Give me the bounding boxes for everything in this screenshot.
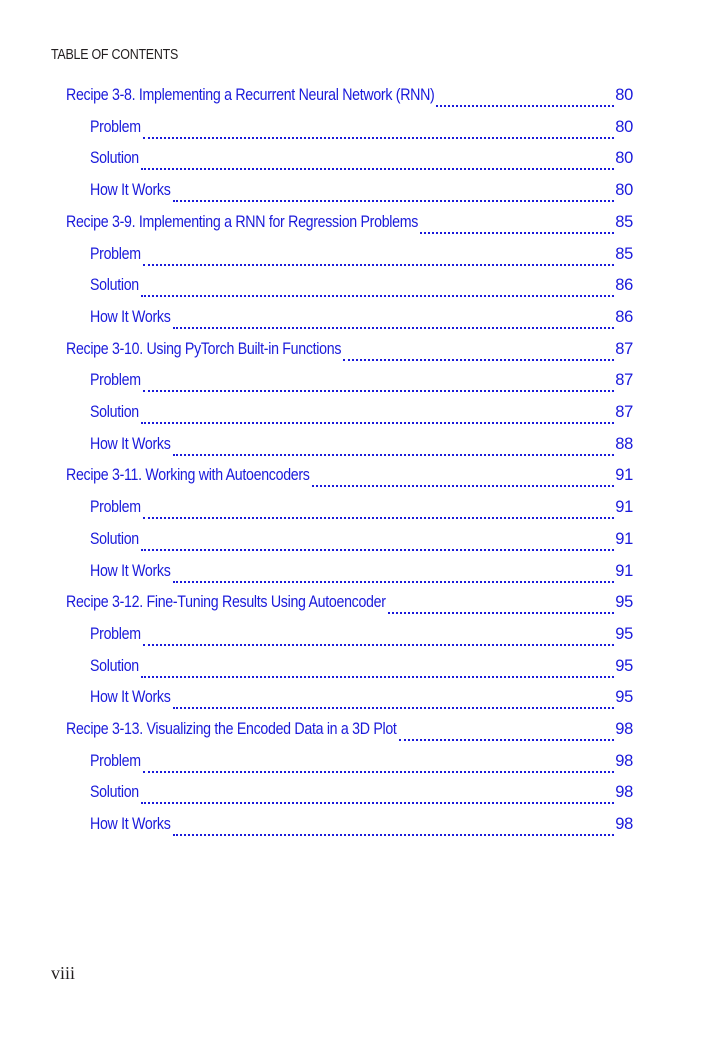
toc-entry-page-number: 95	[615, 593, 633, 612]
toc-entry-page-number: 86	[615, 276, 633, 295]
toc-entry-title: Problem	[90, 751, 141, 770]
toc-recipe-link[interactable]	[66, 86, 633, 108]
toc-subsection-link[interactable]	[90, 752, 633, 774]
toc-entry-title: How It Works	[90, 434, 171, 453]
dot-leader	[143, 757, 614, 773]
toc-subsection-link[interactable]	[90, 562, 633, 584]
toc-subsection-link[interactable]	[90, 245, 633, 267]
toc-entry-title: Recipe 3-12. Fine-Tuning Results Using Autoencoder	[66, 593, 386, 612]
toc-entry-title: Recipe 3-8. Implementing a Recurrent Neural Network (RNN)	[66, 86, 435, 104]
toc-entry-title: How It Works	[90, 561, 171, 580]
toc-entry-title: Problem	[90, 117, 141, 136]
dot-leader	[141, 281, 614, 297]
toc-entry-title: Problem	[90, 624, 141, 643]
dot-leader	[173, 440, 615, 456]
toc-subsection-link[interactable]	[90, 371, 633, 393]
toc-subsection-link[interactable]	[90, 118, 633, 140]
toc-subsection-link[interactable]	[90, 498, 633, 520]
dot-leader	[141, 788, 614, 804]
toc-entry-page-number: 95	[615, 688, 633, 707]
toc-entry-page-number: 95	[615, 656, 633, 675]
toc-entry-page-number: 98	[615, 783, 633, 802]
toc-entry-page-number: 91	[615, 561, 633, 580]
toc-subsection-link[interactable]	[90, 783, 633, 805]
toc-subsection-link[interactable]	[90, 403, 633, 425]
toc-entry-page-number: 88	[615, 434, 633, 453]
toc-entry-page-number: 85	[615, 244, 633, 263]
dot-leader	[143, 250, 614, 266]
toc-recipe-link[interactable]	[66, 340, 633, 362]
dot-leader	[388, 598, 615, 614]
dot-leader	[399, 725, 615, 741]
toc-entry-page-number: 91	[615, 529, 633, 548]
toc-recipe-link[interactable]	[66, 720, 633, 742]
toc-entry-title: Solution	[90, 529, 139, 548]
toc-subsection-link[interactable]	[90, 657, 633, 679]
dot-leader	[343, 345, 614, 361]
toc-entry-page-number: 98	[615, 720, 633, 738]
dot-leader	[312, 471, 615, 487]
dot-leader	[436, 91, 614, 107]
toc-entry-page-number: 80	[615, 117, 633, 136]
toc-subsection-link[interactable]	[90, 276, 633, 298]
toc-entry-page-number: 98	[615, 751, 633, 770]
dot-leader	[141, 662, 614, 678]
toc-subsection-link[interactable]	[90, 625, 633, 647]
dot-leader	[173, 693, 615, 709]
dot-leader	[141, 408, 614, 424]
dot-leader	[143, 123, 614, 139]
dot-leader	[141, 154, 614, 170]
toc-entry-page-number: 98	[615, 815, 633, 834]
toc-entry-page-number: 80	[615, 181, 633, 200]
dot-leader	[143, 376, 614, 392]
toc-recipe-link[interactable]	[66, 593, 633, 615]
toc-subsection-link[interactable]	[90, 530, 633, 552]
toc-entry-page-number: 80	[615, 149, 633, 168]
toc-entry-title: Recipe 3-9. Implementing a RNN for Regression Problems	[66, 212, 419, 231]
toc-entry-title: Problem	[90, 371, 141, 390]
toc-subsection-link[interactable]	[90, 435, 633, 457]
toc-entry-page-number: 85	[615, 212, 633, 231]
toc-entry-title: Solution	[90, 276, 139, 295]
toc-entry-page-number: 86	[615, 307, 633, 326]
toc-subsection-link[interactable]	[90, 181, 633, 203]
toc-entry-title: How It Works	[90, 688, 171, 707]
dot-leader	[420, 218, 614, 234]
dot-leader	[173, 567, 615, 583]
toc-entry-title: Recipe 3-11. Working with Autoencoders	[66, 466, 310, 485]
toc-entry-title: How It Works	[90, 181, 171, 200]
toc-entry-title: Recipe 3-10. Using PyTorch Built-in Functions	[66, 339, 342, 358]
toc-entry-title: Solution	[90, 149, 139, 168]
toc-recipe-link[interactable]	[66, 466, 633, 488]
toc-subsection-link[interactable]	[90, 815, 633, 837]
toc-entry-title: Problem	[90, 498, 141, 517]
dot-leader	[143, 503, 614, 519]
toc-entry-page-number: 91	[615, 466, 633, 485]
toc-entry-page-number: 87	[615, 339, 633, 358]
toc-subsection-link[interactable]	[90, 149, 633, 171]
toc-entry-title: How It Works	[90, 307, 171, 326]
toc-entry-title: Solution	[90, 783, 139, 802]
dot-leader	[141, 535, 614, 551]
dot-leader	[173, 186, 615, 202]
toc-entry-title: Problem	[90, 244, 141, 263]
running-head: TABLE OF CONTENTS	[51, 47, 179, 63]
toc-entry-page-number: 87	[615, 371, 633, 390]
toc-subsection-link[interactable]	[90, 308, 633, 330]
toc-entry-title: Solution	[90, 656, 139, 675]
toc-subsection-link[interactable]	[90, 688, 633, 710]
toc-entry-title: Recipe 3-13. Visualizing the Encoded Data in a 3D Plot	[66, 720, 397, 738]
dot-leader	[173, 820, 615, 836]
toc-entry-title: Solution	[90, 403, 139, 421]
toc-entry-title: How It Works	[90, 815, 171, 834]
toc-entry-page-number: 80	[615, 86, 633, 104]
toc-recipe-link[interactable]	[66, 213, 633, 235]
page-number: viii	[51, 963, 76, 983]
dot-leader	[173, 313, 615, 329]
toc-entry-page-number: 95	[615, 624, 633, 643]
dot-leader	[143, 630, 614, 646]
toc-entry-page-number: 91	[615, 498, 633, 517]
toc-entry-page-number: 87	[615, 403, 633, 421]
